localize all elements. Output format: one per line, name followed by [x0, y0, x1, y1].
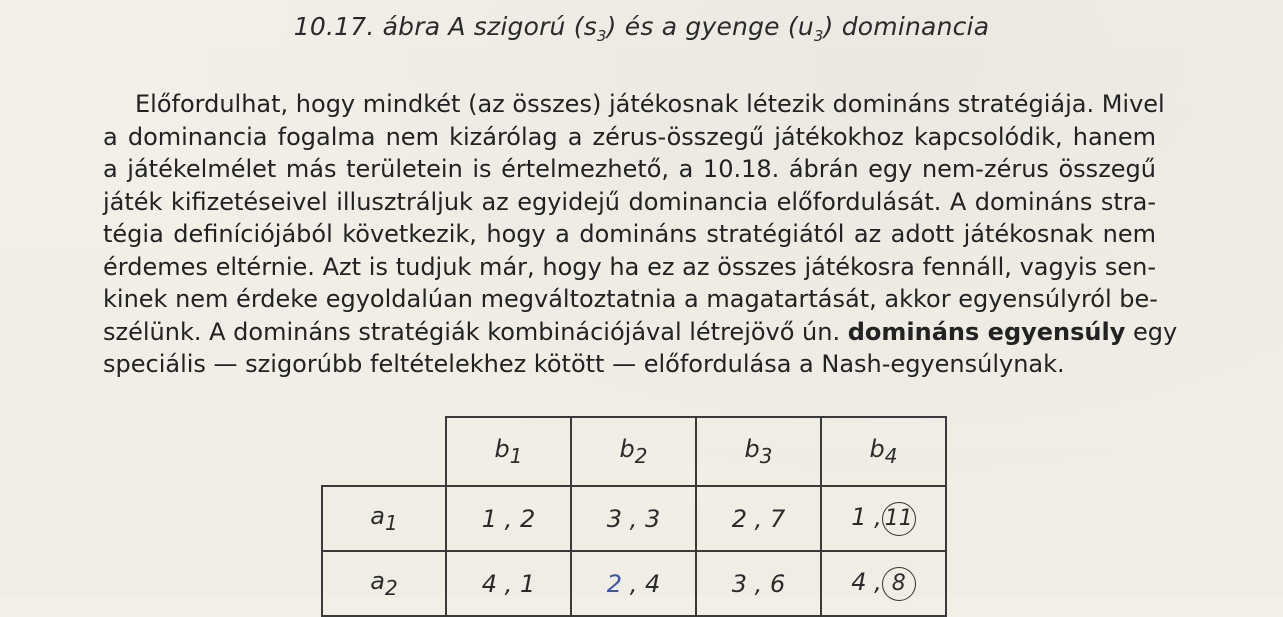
paragraph-line: kinek nem érdeke egyoldalúan megváltoztatnia a magatartását, akkor egyensúlyról be- [103, 285, 1158, 313]
col-header-b3: $b_3$ [696, 417, 821, 486]
payoff-cell: 2 , 7 [696, 486, 821, 551]
paragraph-line: a dominancia fogalma nem kizárólag a zérus-összegű játékokhoz kapcsolódik, hanem [103, 122, 1156, 151]
caption-u-subscript: 3 [813, 27, 824, 45]
pen-marked-value: 2 [606, 569, 623, 598]
payoff-cell: 3 , 3 [571, 486, 696, 551]
payoff-cell: 1 , 2 [446, 486, 571, 551]
payoff-cell: 3 , 6 [696, 551, 821, 616]
paragraph-line-with-term [103, 316, 1178, 349]
payoff-cell-circled: 1 , 11 [821, 486, 946, 551]
col-header-b2: $b_2$ [571, 417, 696, 486]
paragraph-line-text: szélünk. A domináns stratégiák kombinációjával létrejövő ún. [103, 317, 841, 346]
payoff-cell-circled: 4 , 8 [821, 551, 946, 616]
payoff-cell: 4 , 1 [446, 551, 571, 616]
table-row-a1 [322, 486, 946, 551]
caption-middle: ) és a gyenge (u [606, 12, 814, 41]
paragraph-line: a játékelmélet más területein is értelmezhető, a 10.18. ábrán egy nem-zérus összegű [103, 155, 1156, 183]
row-header-a2: $a_2$ [322, 551, 446, 616]
circled-value: 8 [882, 567, 916, 601]
payoff-cell-pen-mark: 2 , 4 [571, 551, 696, 616]
col-header-b1: $b_1$ [446, 417, 571, 486]
row-header-a1: $a_1$ [322, 486, 446, 551]
paragraph-line: játék kifizetéseivel illusztráljuk az egyidejű dominancia előfordulását. A domináns stra- [103, 187, 1156, 216]
payoff-matrix [321, 416, 947, 617]
bold-term: domináns egyensúly [847, 317, 1126, 346]
body-paragraph [103, 88, 1178, 381]
corner-cell [322, 417, 446, 486]
caption-suffix: ) dominancia [823, 12, 990, 41]
figure-caption [0, 12, 1283, 45]
paragraph-line: Előfordulhat, hogy mindkét (az összes) játékosnak létezik domináns stratégiája. Mivel [135, 90, 1165, 118]
after-bold-text: egy [1125, 317, 1178, 346]
header-row [322, 417, 946, 486]
paragraph-line: tégia definíciójából következik, hogy a domináns stratégiától az adott játékosnak nem [103, 220, 1156, 248]
table-row-a2 [322, 551, 946, 616]
circled-value: 11 [882, 502, 916, 536]
paragraph-last-line: speciális — szigorúbb feltételekhez kötött — előfordulása a Nash-egyensúlynak. [103, 350, 1065, 378]
col-header-b4: $b_4$ [821, 417, 946, 486]
caption-prefix: 10.17. ábra A szigorú (s [293, 12, 597, 41]
caption-s-subscript: 3 [596, 27, 607, 45]
paragraph-line: érdemes eltérnie. Azt is tudjuk már, hogy ha ez az összes játékosra fennáll, vagyis sen- [103, 252, 1156, 281]
